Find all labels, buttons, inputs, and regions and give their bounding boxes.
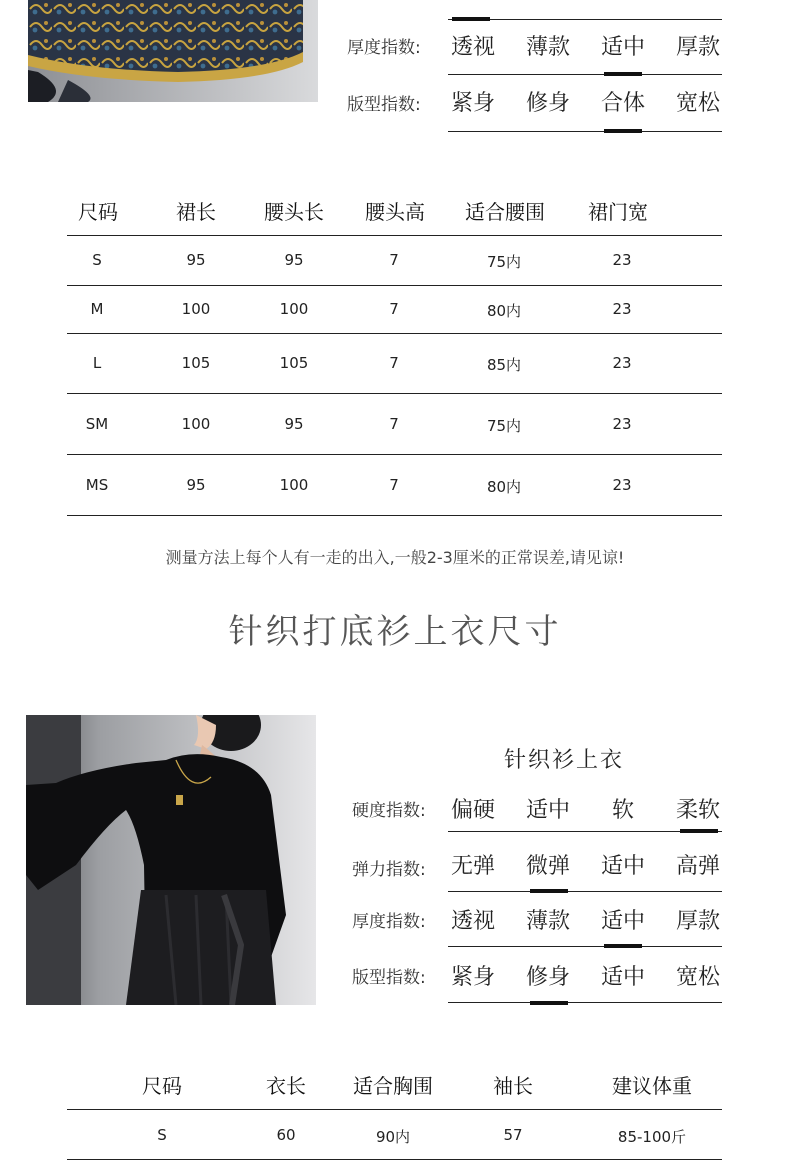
- cell-skirt-length: 100: [181, 415, 211, 433]
- cell-skirt-length: 105: [181, 354, 211, 372]
- cell-size: S: [92, 251, 102, 269]
- index-selected-marker: [680, 829, 718, 833]
- cell-length: 60: [276, 1126, 296, 1144]
- option-medium: 适中: [525, 798, 570, 823]
- option-slight-stretch: 微弹: [525, 854, 570, 879]
- cell-waistband-length: 100: [279, 476, 309, 494]
- option-medium: 适中: [600, 909, 645, 934]
- thickness-label: 厚度指数:: [347, 38, 421, 58]
- option-slim: 修身: [525, 91, 570, 116]
- index-selected-marker: [604, 129, 642, 133]
- skirt-photo: [28, 0, 318, 102]
- measurement-note: 测量方法上每个人有一走的出入,一般2-3厘米的正常误差,请见谅!: [165, 548, 625, 567]
- cell-skirt-length: 95: [186, 476, 206, 494]
- option-transparent: 透视: [450, 909, 495, 934]
- index-row-line: [448, 74, 722, 75]
- table-divider: [67, 333, 722, 334]
- header-waistband-length: 腰头长: [264, 200, 324, 224]
- header-skirt-length: 裙长: [176, 200, 216, 224]
- cell-door-width: 23: [612, 415, 632, 433]
- option-thin: 薄款: [525, 909, 570, 934]
- index-row-line: [448, 131, 722, 132]
- option-regular: 合体: [600, 91, 645, 116]
- header-waist-fit: 适合腰围: [465, 200, 545, 224]
- cell-waistband-height: 7: [389, 300, 399, 318]
- knit-top-photo: [26, 715, 316, 1005]
- cell-chest-fit: 90内: [375, 1128, 411, 1146]
- cell-size: SM: [85, 415, 109, 433]
- option-tight: 紧身: [450, 965, 495, 990]
- cell-waistband-length: 95: [284, 415, 304, 433]
- index-selected-marker: [530, 889, 568, 893]
- option-loose: 宽松: [675, 91, 720, 116]
- header-recommended-weight: 建议体重: [612, 1074, 692, 1098]
- cell-waistband-height: 7: [389, 354, 399, 372]
- thickness-label: 厚度指数:: [352, 912, 426, 932]
- header-size: 尺码: [142, 1074, 182, 1098]
- cell-waist-fit: 80内: [486, 302, 522, 320]
- cell-waist-fit: 75内: [486, 417, 522, 435]
- option-very-soft: 柔软: [675, 798, 720, 823]
- option-no-stretch: 无弹: [450, 854, 495, 879]
- index-row-line: [448, 946, 722, 947]
- option-medium: 适中: [600, 35, 645, 60]
- cell-size: MS: [85, 476, 109, 494]
- cell-door-width: 23: [612, 300, 632, 318]
- option-thick: 厚款: [675, 35, 720, 60]
- cell-waist-fit: 80内: [486, 478, 522, 496]
- cell-waistband-length: 105: [279, 354, 309, 372]
- cell-waist-fit: 75内: [486, 253, 522, 271]
- cell-skirt-length: 100: [181, 300, 211, 318]
- table-divider: [67, 393, 722, 394]
- cell-skirt-length: 95: [186, 251, 206, 269]
- table-divider: [67, 235, 722, 236]
- cell-door-width: 23: [612, 251, 632, 269]
- fit-label: 版型指数:: [347, 95, 421, 115]
- hardness-label: 硬度指数:: [352, 801, 426, 821]
- table-divider: [67, 1159, 722, 1160]
- option-medium: 适中: [600, 854, 645, 879]
- option-regular: 适中: [600, 965, 645, 990]
- header-length: 衣长: [266, 1074, 306, 1098]
- option-stiff: 偏硬: [450, 798, 495, 823]
- cell-waistband-height: 7: [389, 415, 399, 433]
- cell-size: S: [157, 1126, 167, 1144]
- option-tight: 紧身: [450, 91, 495, 116]
- index-selected-marker: [604, 944, 642, 948]
- cell-sleeve-length: 57: [503, 1126, 523, 1144]
- index-selected-marker: [452, 17, 490, 21]
- cell-waist-fit: 85内: [486, 356, 522, 374]
- table-divider: [67, 515, 722, 516]
- fit-label: 版型指数:: [352, 968, 426, 988]
- section-title: 针织打底衫上衣尺寸: [228, 612, 562, 652]
- header-size: 尺码: [78, 200, 118, 224]
- option-transparent: 透视: [450, 35, 495, 60]
- cell-door-width: 23: [612, 354, 632, 372]
- table-divider: [67, 454, 722, 455]
- elasticity-label: 弹力指数:: [352, 860, 426, 880]
- header-sleeve-length: 袖长: [493, 1074, 533, 1098]
- cell-size: M: [90, 300, 104, 318]
- index-selected-marker: [604, 72, 642, 76]
- cell-waistband-height: 7: [389, 251, 399, 269]
- cell-weight: 85-100斤: [617, 1128, 687, 1146]
- header-chest-fit: 适合胸围: [353, 1074, 433, 1098]
- option-loose: 宽松: [675, 965, 720, 990]
- cell-door-width: 23: [612, 476, 632, 494]
- header-waistband-height: 腰头高: [365, 200, 425, 224]
- index-selected-marker: [530, 1001, 568, 1005]
- option-thick: 厚款: [675, 909, 720, 934]
- cell-waistband-length: 95: [284, 251, 304, 269]
- cell-waistband-height: 7: [389, 476, 399, 494]
- index-row-line: [448, 891, 722, 892]
- knit-top-title: 针织衫上衣: [503, 748, 624, 773]
- table-divider: [67, 1109, 722, 1110]
- header-skirt-door-width: 裙门宽: [588, 200, 648, 224]
- option-high-stretch: 高弹: [675, 854, 720, 879]
- option-thin: 薄款: [525, 35, 570, 60]
- index-row-line: [448, 1002, 722, 1003]
- cell-waistband-length: 100: [279, 300, 309, 318]
- option-soft: 软: [611, 798, 634, 823]
- table-divider: [67, 285, 722, 286]
- option-slim: 修身: [525, 965, 570, 990]
- cell-size: L: [92, 354, 102, 372]
